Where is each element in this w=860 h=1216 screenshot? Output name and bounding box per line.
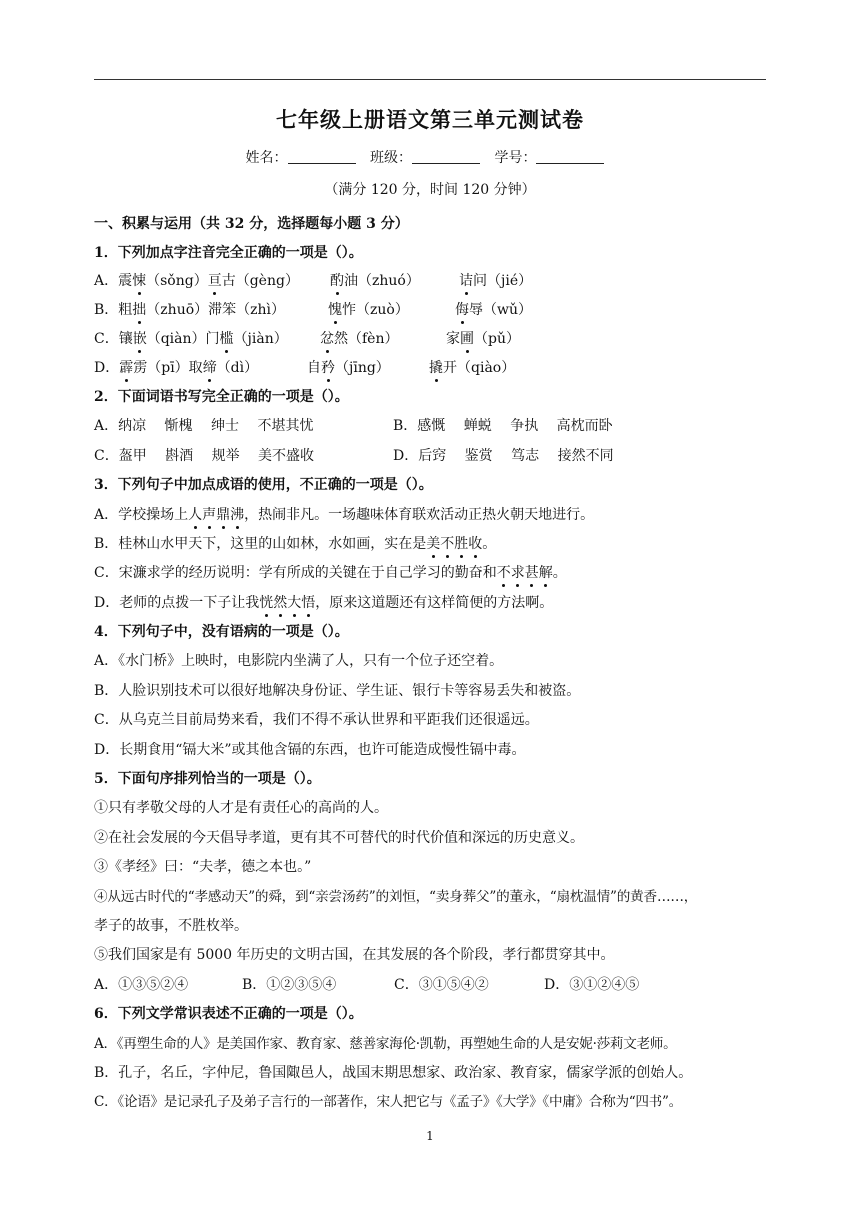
question-5-sentence-4: ④从远古时代的“孝感动天”的舜，到“亲尝汤药”的刘恒，“卖身葬父”的董永，“扇枕温情”的黄香……， xyxy=(94,889,698,905)
question-1-option-c: C．镶嵌（qiàn）门槛（jiàn） 忿然（fèn） 家圃（pǔ） xyxy=(94,331,520,347)
question-5-sentence-5: ⑤我们国家是有 5000 年历史的文明古国，在其发展的各个阶段，孝行都贯穿其中。 xyxy=(94,947,615,963)
id-blank xyxy=(536,149,604,164)
question-2-options-cd: C．盔甲 斟酒 规举 美不盛收 D．后窍 鉴赏 笃志 接然不同 xyxy=(94,448,614,464)
id-label: 学号： xyxy=(494,150,537,166)
question-5-sentence-1: ①只有孝敬父母的人才是有责任心的高尚的人。 xyxy=(94,800,388,816)
question-5-stem: 5．下面句序排列恰当的一项是（）。 xyxy=(94,771,321,787)
question-3-option-d: D．老师的点拨一下子让我恍然大悟，原来这道题还有这样简便的方法啊。 xyxy=(94,595,554,611)
question-4-option-c: C．从乌克兰目前局势来看，我们不得不承认世界和平距我们还很遥远。 xyxy=(94,712,539,728)
question-3-option-c: C．宋濂求学的经历说明：学有所成的关键在于自己学习的勤奋和不求甚解。 xyxy=(94,565,567,581)
question-1-option-a: A．震悚（sǒng）亘古（gèng） 酌油（zhuó） 诘问（jié） xyxy=(94,273,533,289)
question-6-option-c: C．《论语》是记录孔子及弟子言行的一部著作，宋人把它与《孟子》《大学》《中庸》合称为“四书”。 xyxy=(94,1094,682,1110)
question-4-stem: 4．下列句子中，没有语病的一项是（）。 xyxy=(94,624,349,640)
question-6-option-b: B．孔子，名丘，字仲尼，鲁国陬邑人，战国末期思想家、政治家、教育家，儒家学派的创始人。 xyxy=(94,1065,693,1081)
section-heading: 一、积累与运用（共 32 分，选择题每小题 3 分） xyxy=(94,216,409,232)
question-5-sentence-4-cont: 孝子的故事，不胜枚举。 xyxy=(94,918,248,934)
question-4-option-d: D．长期食用“镉大米”或其他含镉的东西，也许可能造成慢性镉中毒。 xyxy=(94,742,526,758)
question-6-stem: 6．下列文学常识表述不正确的一项是（）。 xyxy=(94,1006,363,1022)
question-3-option-a: A．学校操场上人声鼎沸，热闹非凡。一场趣味体育联欢活动正热火朝天地进行。 xyxy=(94,507,595,523)
score-note: （满分 120 分，时间 120 分钟） xyxy=(324,182,536,198)
name-blank xyxy=(288,149,356,164)
question-2-options-ab: A．纳凉 惭槐 绅士 不堪其忧 B．感慨 蝉蜕 争执 高枕而卧 xyxy=(94,418,613,434)
question-1-option-d: D．霹雳（pī）取缔（dì） 自矜（jīng） 撬开（qiào） xyxy=(94,360,516,376)
question-4-option-b: B．人脸识别技术可以很好地解决身份证、学生证、银行卡等容易丢失和被盗。 xyxy=(94,683,581,699)
dotted-idiom: 恍然大悟 xyxy=(259,595,316,611)
question-5-sentence-3: ③《孝经》曰：“夫孝，德之本也。” xyxy=(94,859,312,875)
question-4-option-a: A．《水门桥》上映时，电影院内坐满了人，只有一个位子还空着。 xyxy=(94,653,504,669)
question-5-sentence-2: ②在社会发展的今天倡导孝道，更有其不可替代的时代价值和深远的历史意义。 xyxy=(94,830,584,846)
name-label: 姓名： xyxy=(245,150,288,166)
dotted-idiom: 人声鼎沸 xyxy=(188,507,245,523)
question-2-stem: 2．下面词语书写完全正确的一项是（）。 xyxy=(94,389,349,405)
page-number: 1 xyxy=(426,1129,434,1143)
class-blank xyxy=(412,149,480,164)
dotted-idiom: 美不胜收 xyxy=(426,536,483,552)
student-info xyxy=(0,147,860,167)
question-1-option-b: B．粗拙（zhuō）滞笨（zhì） 愧怍（zuò） 侮辱（wǔ） xyxy=(94,302,532,318)
question-1-stem: 1．下列加点字注音完全正确的一项是（）。 xyxy=(94,245,363,261)
dotted-idiom: 不求甚解 xyxy=(496,565,553,581)
class-label: 班级： xyxy=(370,150,412,166)
question-3-option-b: B．桂林山水甲天下，这里的山如林，水如画，实在是美不胜收。 xyxy=(94,536,497,552)
header-rule xyxy=(94,79,766,80)
question-3-stem: 3．下列句子中加点成语的使用，不正确的一项是（）。 xyxy=(94,477,433,493)
question-5-options: A．①③⑤②④ B．①②③⑤④ C．③①⑤④② D．③①②④⑤ xyxy=(94,977,640,993)
question-6-option-a: A．《再塑生命的人》是美国作家、教育家、慈善家海伦·凯勒，再塑她生命的人是安妮·莎莉文老师。 xyxy=(94,1036,677,1052)
page-title: 七年级上册语文第三单元测试卷 xyxy=(276,107,584,132)
